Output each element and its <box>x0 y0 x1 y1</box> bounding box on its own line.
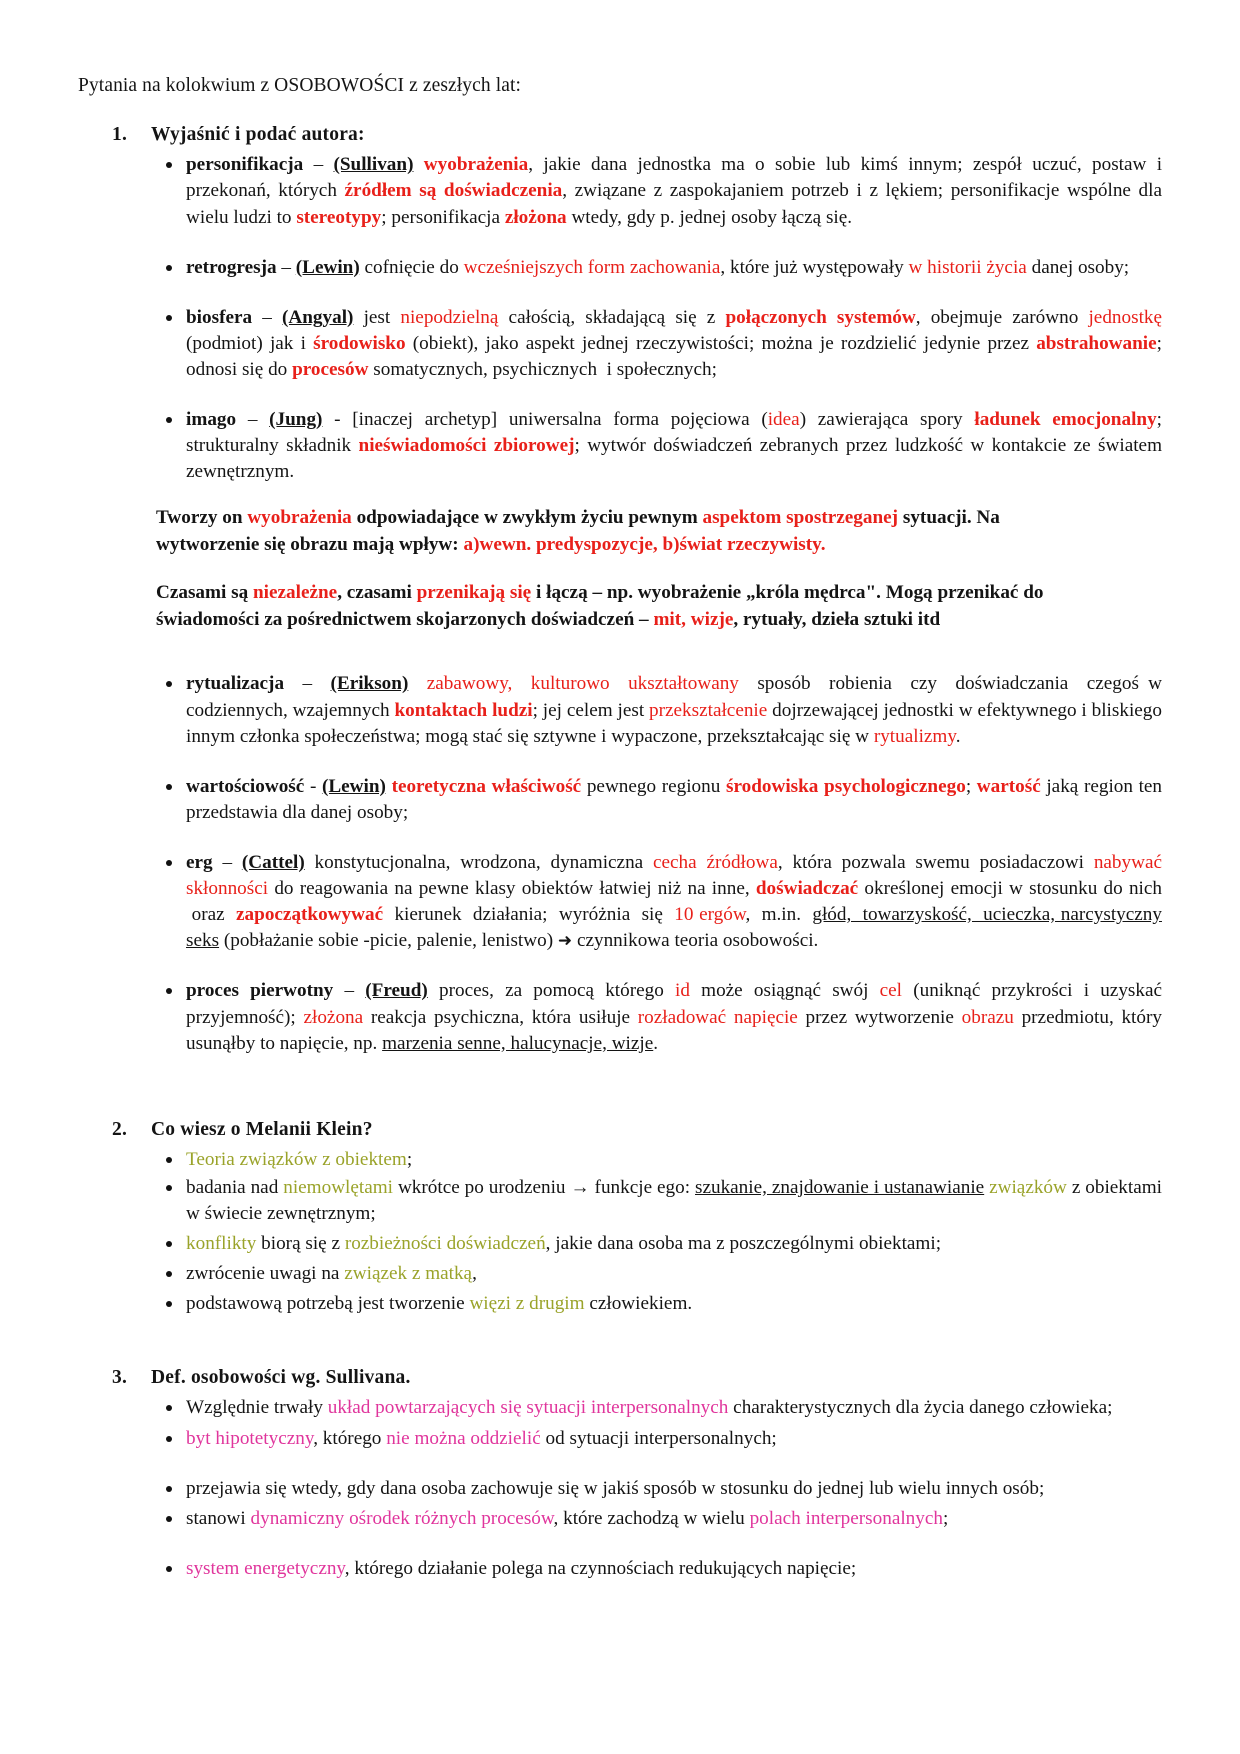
author-lewin-2: (Lewin) <box>321 775 386 797</box>
author-freud: (Freud) <box>365 980 428 1002</box>
list-item: proces pierwotny – (Freud) proces, za pomocą którego id może osiągnąć swój cel (uniknąć przykrości i uzyskać przyjemność); złożona reakcja psychiczna, która usiłuje rozładować napięcie przez wytworzenie obrazu przedmiotu, który usunąłby to napięcie, np. marzenia senne, halucynacje, wizje. <box>156 978 1162 1056</box>
paragraph-imago-2: Czasami są niezależne, czasami przenikają się i łączą – np. wyobrażenie „króla mędrca". Mogą przenikać do świadomości za pośrednictwem skojarzonych doświadczeń – mit, wizje, rytuały, dzieła sztuki itd <box>156 582 1044 630</box>
section-3-title: Def. osobowości wg. Sullivana. <box>151 1367 411 1389</box>
section-3-heading <box>78 1367 1162 1389</box>
list-item: konflikty biorą się z rozbieżności doświadczeń, jakie dana osoba ma z poszczególnymi obiektami; <box>156 1231 1162 1257</box>
page-title: Pytania na kolokwium z OSOBOWOŚCI z zeszłych lat: <box>78 75 522 96</box>
list-item: Teoria związków z obiektem; <box>156 1147 1162 1173</box>
section-1-list-cont <box>78 671 1162 1056</box>
term-retrogresja: retrogresja <box>186 256 277 278</box>
list-item: byt hipotetyczny, którego nie można oddzielić od sytuacji interpersonalnych; <box>156 1426 1162 1452</box>
arrow-icon: ➜ <box>557 931 573 952</box>
list-item: erg – (Cattel) konstytucjonalna, wrodzona, dynamiczna cecha źródłowa, która pozwala swemu posiadaczowi nabywać skłonności do reagowania na pewne klasy obiektów łatwiej niż na inne, doświadczać określonej emocji w stosunku do nich oraz zapoczątkowywać kierunek działania; wyróżnia się 10 ergów, m.in. głód, towarzyskość, ucieczka, narcystyczny seks (pobłażanie sobie -picie, palenie, lenistwo) ➜ czynnikowa teoria osobowości. <box>156 850 1162 954</box>
section-2-list <box>78 1147 1162 1318</box>
section-2-number: 2. <box>112 1118 128 1140</box>
section-2-heading <box>78 1119 1162 1141</box>
section-1-list <box>78 152 1162 485</box>
spacer <box>78 633 1162 671</box>
section-1-title: Wyjaśnić i podać autora: <box>151 124 365 146</box>
section-3-list <box>78 1395 1162 1582</box>
list-item: Względnie trwały układ powtarzających się sytuacji interpersonalnych charakterystycznych dla życia danego człowieka; <box>156 1395 1162 1421</box>
list-item: system energetyczny, którego działanie polega na czynnościach redukujących napięcie; <box>156 1556 1162 1582</box>
section-3-number: 3. <box>112 1367 128 1389</box>
paragraph-imago-1: Tworzy on wyobrażenia odpowiadające w zwykłym życiu pewnym aspektom spostrzeganej sytuacji. Na wytworzenie się obrazu mają wpływ: a)wewn. predyspozycje, b)świat rzeczywisty. <box>156 507 1000 555</box>
spacer <box>78 1321 1162 1367</box>
author-sullivan: (Sullivan) <box>333 154 414 176</box>
list-item: personifikacja – (Sullivan) wyobrażenia, jakie dana jednostka ma o sobie lub kimś innym; zespół uczuć, postaw i przekonań, których źródłem są doświadczenia, związane z zaspokajaniem potrzeb i z lękiem; personifikacje wspólne dla wielu ludzi to stereotypy; personifikacja złożona wtedy, gdy p. jednej osoby łączą się. <box>156 152 1162 230</box>
list-item: wartościowość - (Lewin) teoretyczna właściwość pewnego regionu środowiska psychologicznego; wartość jaką region ten przedstawia dla danej osoby; <box>156 774 1162 826</box>
spacer <box>78 1073 1162 1119</box>
author-cattel: (Cattel) <box>241 852 305 874</box>
list-item: retrogresja – (Lewin) cofnięcie do wcześniejszych form zachowania, które już występowały w historii życia danej osoby; <box>156 255 1162 281</box>
list-item: zwrócenie uwagi na związek z matką, <box>156 1261 1162 1287</box>
term-personifikacja: personifikacja <box>186 154 304 176</box>
section-1-number: 1. <box>112 124 128 146</box>
list-item: biosfera – (Angyal) jest niepodzielną całością, składającą się z połączonych systemów, obejmuje zarówno jednostkę (podmiot) jak i środowisko (obiekt), jako aspekt jednej rzeczywistości; można je rozdzielić jedynie przez abstrahowanie; odnosi się do procesów somatycznych, psychicznych i społecznych; <box>156 305 1162 383</box>
list-item: podstawową potrzebą jest tworzenie więzi z drugim człowiekiem. <box>156 1291 1162 1317</box>
list-item: imago – (Jung) - [inaczej archetyp] uniwersalna forma pojęciowa (idea) zawierająca spory ładunek emocjonalny; strukturalny składnik nieświadomości zbiorowej; wytwór doświadczeń zebranych przez ludzkość w kontakcie ze światem zewnętrznym. <box>156 407 1162 485</box>
term-rytualizacja: rytualizacja <box>186 673 285 695</box>
term-imago: imago <box>186 409 237 431</box>
term-proces-pierwotny: proces pierwotny <box>186 980 334 1002</box>
section-1-heading <box>78 124 1162 146</box>
author-angyal: (Angyal) <box>282 306 354 328</box>
list-item: badania nad niemowlętami wkrótce po urodzeniu → funkcje ego: szukanie, znajdowanie i ustanawianie związków z obiektami w świecie zewnętrznym; <box>156 1175 1162 1227</box>
author-jung: (Jung) <box>269 409 323 431</box>
author-lewin: (Lewin) <box>295 256 360 278</box>
author-erikson: (Erikson) <box>330 673 409 695</box>
term-biosfera: biosfera <box>186 306 253 328</box>
term-erg: erg <box>186 852 213 874</box>
list-item: stanowi dynamiczny ośrodek różnych procesów, które zachodzą w wielu polach interpersonalnych; <box>156 1506 1162 1532</box>
section-2-title: Co wiesz o Melanii Klein? <box>151 1118 373 1140</box>
term-wartosciowosc: wartościowość <box>186 775 305 797</box>
list-item: przejawia się wtedy, gdy dana osoba zachowuje się w jakiś sposób w stosunku do jednej lub wielu innych osób; <box>156 1476 1162 1502</box>
list-item: rytualizacja – (Erikson) zabawowy, kulturowo ukształtowany sposób robienia czy doświadczania czegoś w codziennych, wzajemnych kontaktach ludzi; jej celem jest przekształcenie dojrzewającej jednostki w efektywnego i bliskiego innym członka społeczeństwa; mogą stać się sztywne i wypaczone, przekształcając się w rytualizmy. <box>156 671 1162 749</box>
